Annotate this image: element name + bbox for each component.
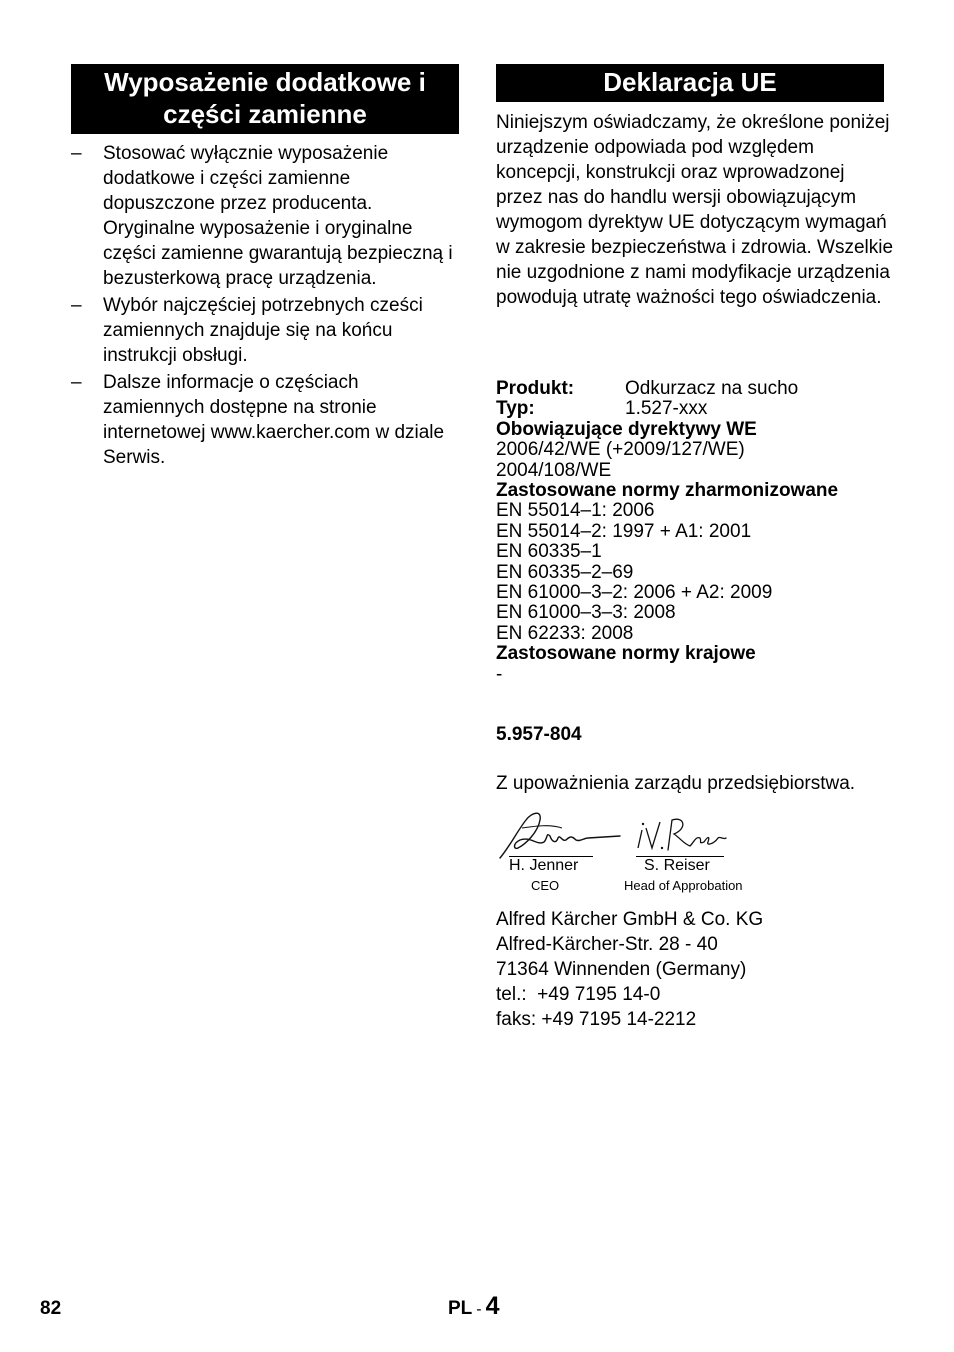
standard-item: EN 61000–3–3: 2008 <box>496 602 676 624</box>
document-number: 5.957-804 <box>496 724 582 745</box>
signature-reiser-image <box>634 814 730 856</box>
standard-item: EN 55014–1: 2006 <box>496 500 655 522</box>
address-line: tel.: +49 7195 14-0 <box>496 984 661 1005</box>
accessories-heading: Wyposażenie dodatkowe i części zamienne <box>71 64 459 134</box>
standard-item: EN 62233: 2008 <box>496 622 634 644</box>
directive-item: 2004/108/WE <box>496 459 612 481</box>
signatory-name: H. Jenner <box>509 857 579 874</box>
dash-bullet: – <box>71 372 82 393</box>
company-address <box>496 907 896 1032</box>
declaration-specs <box>496 379 896 685</box>
address-line: 71364 Winnenden (Germany) <box>496 959 747 980</box>
directives-heading: Obowiązujące dyrektywy WE <box>496 418 757 440</box>
list-item-text: Dalsze informacje o częściach zamiennych dostępne na stronie internetowej www.kaercher.com w dziale Serwis. <box>103 372 445 468</box>
national-standards-value: - <box>496 663 503 685</box>
list-item <box>71 141 461 291</box>
footer-section-indicator <box>448 1292 500 1321</box>
type-value: 1.527-xxx <box>625 398 708 420</box>
harmonized-standards-heading: Zastosowane normy zharmonizowane <box>496 480 839 502</box>
standard-item: EN 60335–2–69 <box>496 561 634 583</box>
authority-statement: Z upoważnienia zarządu przedsiębiorstwa. <box>496 773 856 794</box>
product-label: Produkt: <box>496 378 575 399</box>
signatory-role: Head of Approbation <box>624 878 743 893</box>
type-row <box>496 399 896 419</box>
product-row <box>496 379 896 399</box>
eu-declaration-heading: Deklaracja UE <box>496 64 884 102</box>
page-number: 82 <box>40 1298 62 1319</box>
signature-jenner-image <box>496 806 626 862</box>
standard-item: EN 61000–3–2: 2006 + A2: 2009 <box>496 582 773 604</box>
type-label: Typ: <box>496 398 535 420</box>
product-value: Odkurzacz na sucho <box>625 378 799 399</box>
footer-section-page: 4 <box>485 1292 500 1320</box>
standard-item: EN 55014–2: 1997 + A1: 2001 <box>496 520 752 542</box>
standard-item: EN 60335–1 <box>496 541 602 563</box>
address-line: Alfred-Kärcher-Str. 28 - 40 <box>496 934 718 955</box>
footer-language: PL <box>448 1298 473 1319</box>
footer-separator: - <box>476 1301 482 1318</box>
national-standards-heading: Zastosowane normy krajowe <box>496 643 756 665</box>
address-line: Alfred Kärcher GmbH & Co. KG <box>496 909 764 930</box>
list-item <box>71 370 461 470</box>
directive-item: 2006/42/WE (+2009/127/WE) <box>496 439 745 461</box>
declaration-intro: Niniejszym oświadczamy, że określone poniżej urządzenie odpowiada pod względem koncepcji, konstrukcji oraz wprowadzonej przez nas do handlu wersji obowiązującym wymogom dyrektyw UE dotyczącym wymagań w zakresie bezpieczeństwa i zdrowia. Wszelkie nie uzgodnione z nami modyfikacje urządzenia powodują utratę ważności tego oświadczenia. <box>496 112 894 308</box>
list-item <box>71 293 461 368</box>
address-line: faks: +49 7195 14-2212 <box>496 1009 697 1030</box>
declaration-intro-block <box>496 110 896 310</box>
list-item-text: Wybór najczęściej potrzebnych cześci zamiennych znajduje się na końcu instrukcji obsługi. <box>103 295 423 366</box>
signatory-role: CEO <box>531 878 560 893</box>
dash-bullet: – <box>71 143 82 164</box>
signatory-name: S. Reiser <box>644 857 710 874</box>
list-item-text: Stosować wyłącznie wyposażenie dodatkowe i części zamienne dopuszczone przez producenta. Oryginalne wyposażenie i oryginalne części zamienne gwarantują bezpieczną i bezusterkową pracę urządzenia. <box>103 143 453 289</box>
dash-bullet: – <box>71 295 82 316</box>
accessories-list <box>71 141 461 472</box>
